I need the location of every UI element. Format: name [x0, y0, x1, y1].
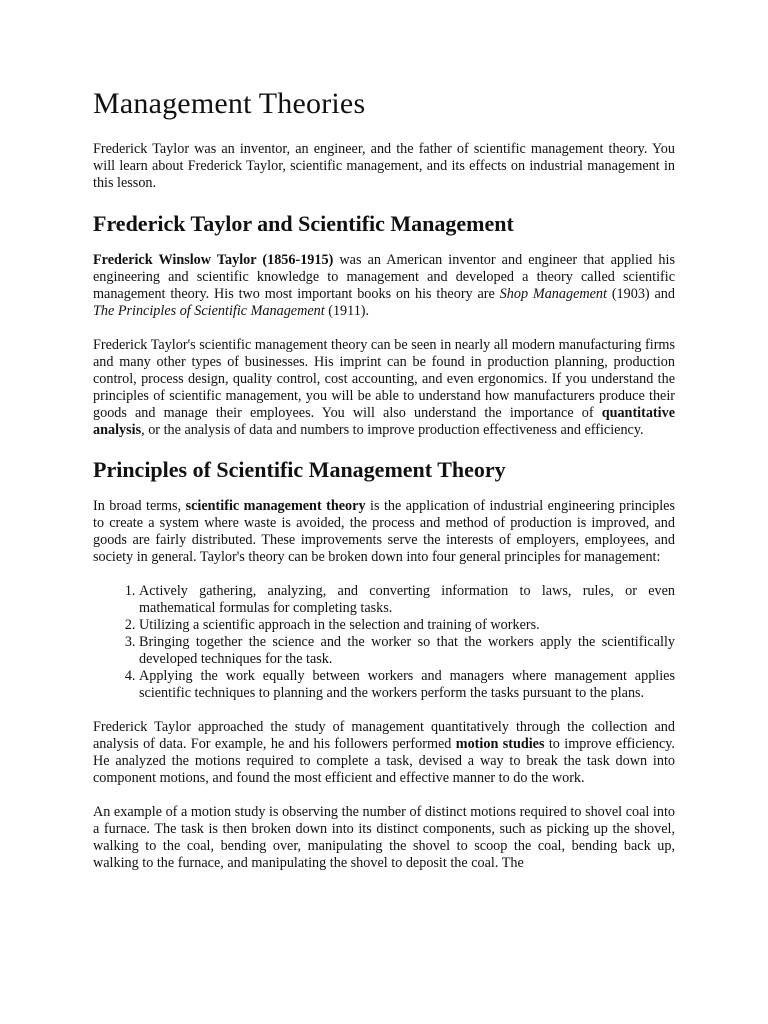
taylor-bio-paragraph [93, 252, 675, 320]
intro-paragraph: Frederick Taylor was an inventor, an engineer, and the father of scientific management theory. You will learn about Frederick Taylor, scientific management, and its effects on industrial management in this lesson. [93, 141, 675, 191]
principles-text-b: is the application of industrial engineering principles to create a system where waste is avoided, the process and method of production is improved, and goods are fairly distributed. These improvements serve the interests of employers, employees, and society in general. Taylor's theory can be broken down into four general principles for management: [93, 498, 675, 565]
quantitative-analysis-bold: quantitative analysis [93, 405, 675, 438]
taylor-name-bold: Frederick Winslow Taylor (1856-1915) [93, 252, 334, 268]
impact-text-b: , or the analysis of data and numbers to improve production effectiveness and efficiency. [141, 422, 644, 438]
motion-studies-paragraph [93, 719, 675, 787]
impact-text-a: Frederick Taylor's scientific management theory can be seen in nearly all modern manufacturing firms and many other types of businesses. His imprint can be found in production planning, production control, process design, quality control, cost accounting, and even ergonomics. If you understand the principles of scientific management, you will be able to understand how manufacturers produce their goods and manage their employees. You will also understand the importance of [93, 337, 675, 421]
motion-text-a: Frederick Taylor approached the study of management quantitatively through the collection and analysis of data. For example, he and his followers performed [93, 719, 675, 752]
list-item: 4. Applying the work equally between workers and managers where management applies scientific techniques to planning and the workers perform the tasks pursuant to the plans. [139, 668, 675, 702]
principles-intro-paragraph [93, 498, 675, 566]
taylor-bio-text-a: was an American inventor and engineer that applied his engineering and scientific knowledge to management and developed a theory called scientific management theory. His two most important books on his theory are [93, 252, 675, 302]
principles-list [93, 583, 675, 702]
page-title: Management Theories [93, 87, 366, 120]
book-shop-management: Shop Management [499, 286, 607, 302]
motion-example-paragraph: An example of a motion study is observing the number of distinct motions required to shovel coal into a furnace. The task is then broken down into its distinct components, such as picking up the shovel, walking to the coal, bending over, manipulating the shovel to scoop the coal, bending back up, walking to the furnace, and manipulating the shovel to deposit the coal. The [93, 804, 675, 871]
list-item: 1. Actively gathering, analyzing, and converting information to laws, rules, or even mathematical formulas for completing tasks. [139, 583, 675, 617]
taylor-bio-text-c: (1911). [324, 303, 370, 319]
motion-text-b: to improve efficiency. He analyzed the motions required to complete a task, devised a way to break the task down into component motions, and found the most efficient and effective manner to do the work. [93, 736, 675, 786]
section-heading-principles: Principles of Scientific Management Theory [93, 457, 506, 482]
list-item: 3. Bringing together the science and the worker so that the workers apply the scientifically developed techniques for the task. [139, 634, 675, 668]
book-principles: The Principles of Scientific Management [93, 303, 325, 319]
motion-studies-bold: motion studies [455, 736, 545, 752]
scientific-management-theory-bold: scientific management theory [185, 498, 366, 514]
taylor-bio-text-b: (1903) and [606, 286, 675, 302]
principles-text-a: In broad terms, [93, 498, 186, 514]
list-item: 2. Utilizing a scientific approach in the selection and training of workers. [139, 617, 675, 634]
section-heading-taylor: Frederick Taylor and Scientific Management [93, 211, 514, 236]
taylor-impact-paragraph [93, 337, 675, 439]
